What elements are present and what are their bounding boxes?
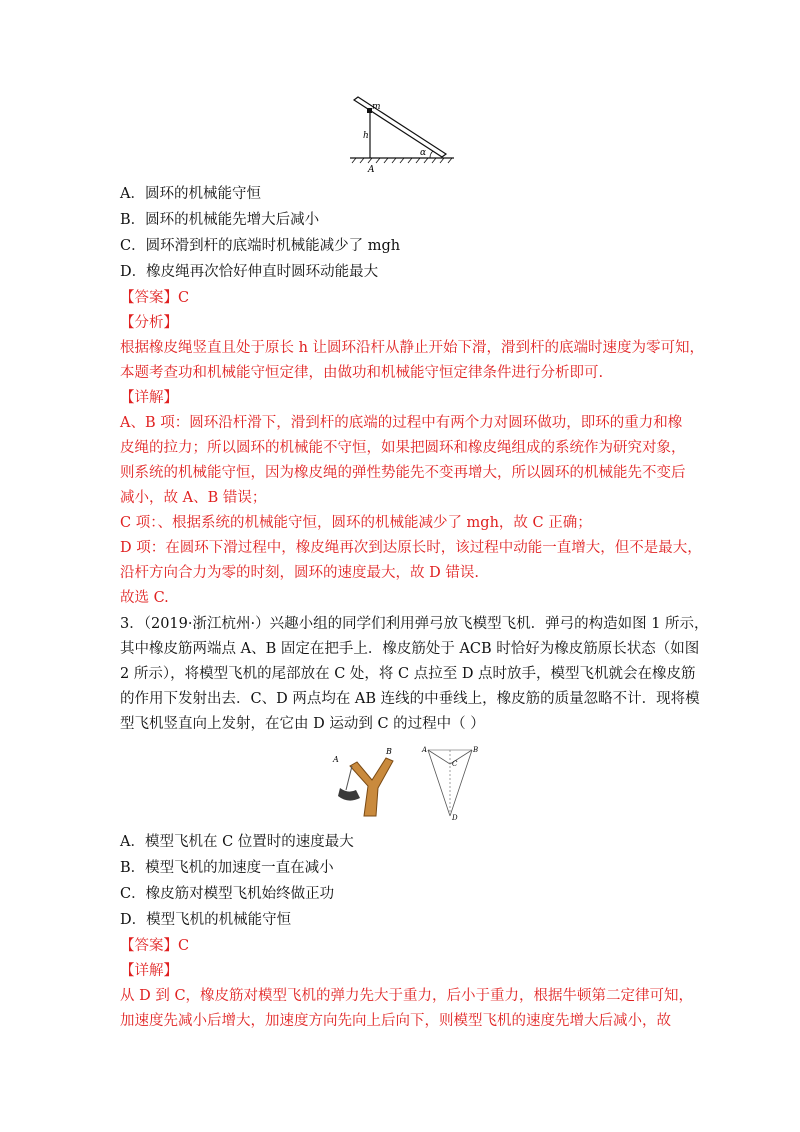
slingshot-label-B: B <box>386 747 392 756</box>
q2-detail-line: A、B 项：圆环沿杆滑下，滑到杆的底端的过程中有两个力对圆环做功，即环的重力和橡 <box>120 415 683 431</box>
q3-stem-line: 型飞机竖直向上发射，在它由 D 运动到 C 的过程中（ ） <box>120 716 485 732</box>
incline-rod-figure <box>348 96 458 176</box>
label-alpha: α <box>420 148 427 158</box>
q3-option-d: D．模型飞机的机械能守恒 <box>120 912 292 928</box>
q3-answer: 【答案】C <box>120 938 190 954</box>
q2-analysis-line: 根据橡皮绳竖直且处于原长 h 让圆环沿杆从静止开始下滑，滑到杆的底端时速度为零可知， <box>120 340 705 356</box>
q2-option-c: C．圆环滑到杆的底端时机械能减少了 mgh <box>120 238 401 254</box>
slingshot-photo-figure <box>330 746 410 818</box>
diagram-label-C: C <box>452 760 458 768</box>
diagram-label-B: B <box>473 746 479 754</box>
q3-detail-line: 加速度先减小后增大，加速度方向先向上后向下，则模型飞机的速度先增大后减小，故 <box>120 1013 671 1029</box>
q2-detail-line: D 项：在圆环下滑过程中，橡皮绳再次到达原长时，该过程中动能一直增大，但不是最大， <box>120 540 702 556</box>
q3-stem-line: 其中橡皮筋两端点 A、B 固定在把手上．橡皮筋处于 ACB 时恰好为橡皮筋原长状态（如图 <box>120 641 700 657</box>
q3-stem-line: 3．（2019·浙江杭州·）兴趣小组的同学们利用弹弓放飞模型飞机．弹弓的构造如图 1 所示， <box>120 616 709 632</box>
q2-analysis-line: 本题考查功和机械能守恒定律，由做功和机械能守恒定律条件进行分析即可. <box>120 365 604 381</box>
q2-analysis-heading: 【分析】 <box>120 315 178 331</box>
q2-detail-line: C 项：、根据系统的机械能守恒，圆环的机械能减少了 mgh，故 C 正确； <box>120 515 592 531</box>
q2-option-d: D．橡皮绳再次恰好伸直时圆环动能最大 <box>120 264 379 280</box>
q3-option-b: B．模型飞机的加速度一直在减小 <box>120 860 334 876</box>
q2-option-a: A．圆环的机械能守恒 <box>120 186 261 202</box>
diagram-label-D: D <box>452 814 458 822</box>
diagram-label-A: A <box>422 746 428 754</box>
q2-option-b: B．圆环的机械能先增大后减小 <box>120 212 320 228</box>
q3-stem-line: 2 所示），将模型飞机的尾部放在 C 处，将 C 点拉至 D 点时放手，模型飞机就会在橡皮筋 <box>120 666 696 682</box>
q3-option-c: C．橡皮筋对模型飞机始终做正功 <box>120 886 335 902</box>
slingshot-diagram-figure <box>420 742 480 824</box>
q2-detail-line: 减小，故 A、B 错误； <box>120 490 267 506</box>
q3-detail-line: 从 D 到 C，橡皮筋对模型飞机的弹力先大于重力，后小于重力，根据牛顿第二定律可知， <box>120 988 694 1004</box>
label-h: h <box>363 131 369 141</box>
q3-stem-line: 的作用下发射出去．C、D 两点均在 AB 连线的中垂线上，橡皮筋的质量忽略不计．现将模 <box>120 691 700 707</box>
q2-detail-heading: 【详解】 <box>120 390 178 406</box>
q2-answer: 【答案】C <box>120 290 190 306</box>
q3-option-a: A．模型飞机在 C 位置时的速度最大 <box>120 834 354 850</box>
label-A: A <box>368 165 375 175</box>
q3-detail-heading: 【详解】 <box>120 963 178 979</box>
q2-detail-line: 沿杆方向合力为零的时刻，圆环的速度最大，故 D 错误. <box>120 565 479 581</box>
slingshot-label-A: A <box>333 755 339 764</box>
label-m: m <box>372 102 381 112</box>
q2-conclusion: 故选 C. <box>120 590 169 606</box>
q2-detail-line: 则系统的机械能守恒，因为橡皮绳的弹性势能先不变再增大，所以圆环的机械能先不变后 <box>120 465 686 481</box>
q2-detail-line: 皮绳的拉力；所以圆环的机械能不守恒，如果把圆环和橡皮绳组成的系统作为研究对象， <box>120 440 686 456</box>
